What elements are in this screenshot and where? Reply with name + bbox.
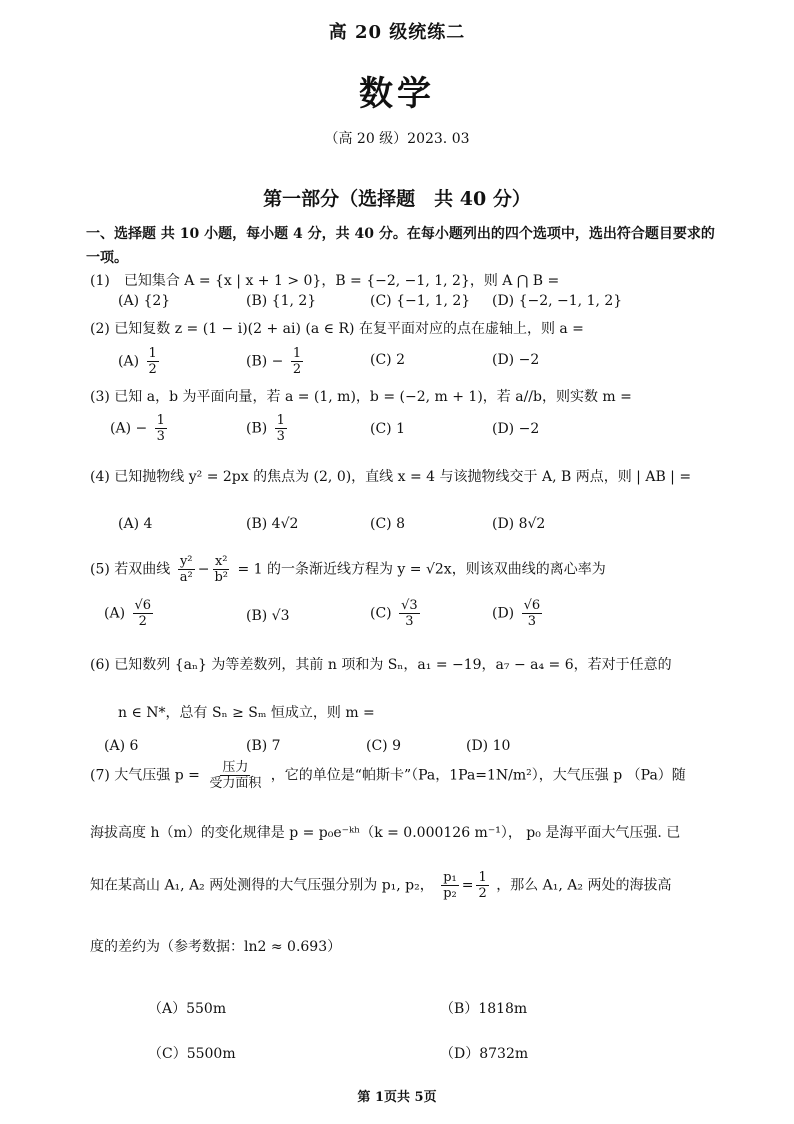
q4-option-b: (B) 4√2 — [246, 516, 299, 532]
q2-a-fraction: $\frac{1}{2}$ — [148, 346, 157, 377]
question-7-line3: 知在某高山 A₁, A₂ 两处测得的大气压强分别为 p₁, p₂， $\frac{\text{p₁}}{\text{p₂}}$ = $\frac{1}{2}$ ，那么 A₁, A₂ 两处的海拔高 — [90, 870, 672, 901]
question-6-stem-line2: n ∈ N*，总有 Sₙ ≥ Sₘ 恒成立，则 m = — [118, 705, 375, 721]
question-6-stem: (6) 已知数列 {aₙ} 为等差数列，其前 n 项和为 Sₙ，a₁ = −19，a₇ − a₄ = 6，若对于任意的 — [90, 657, 672, 673]
question-7-line4: 度的差约为（参考数据：ln2 ≈ 0.693） — [90, 939, 342, 955]
q4-option-a: (A) 4 — [118, 516, 153, 532]
subject-title: 数学 — [359, 74, 435, 114]
q3-option-b: (B) $\frac{1}{3}$ — [246, 413, 285, 444]
q1-option-b: (B) {1, 2} — [246, 293, 317, 309]
q3-option-a: (A) − $\frac{1}{3}$ — [110, 413, 165, 444]
q5-option-c: (C) $\frac{√3}{3}$ — [370, 598, 418, 629]
question-3-stem: (3) 已知 a，b 为平面向量，若 a = (1, m)，b = (−2, m + 1)，若 a//b，则实数 m = — [90, 389, 632, 405]
q6-option-d: (D) 10 — [466, 738, 511, 754]
q3-option-c: (C) 1 — [370, 421, 405, 437]
q4-option-c: (C) 8 — [370, 516, 405, 532]
q1-option-d: (D) {−2, −1, 1, 2} — [492, 293, 623, 309]
q3-a-fraction: $\frac{1}{3}$ — [156, 413, 165, 444]
page-footer: 第 1页共 5页 — [357, 1090, 437, 1105]
q6-option-b: (B) 7 — [246, 738, 281, 754]
q6-option-c: (C) 9 — [366, 738, 401, 754]
q7-pressure-fraction: $\frac{\text{压力}}{\text{受力面积}}$ — [209, 760, 262, 791]
question-4-stem: (4) 已知抛物线 y² = 2px 的焦点为 (2, 0)，直线 x = 4 与该抛物线交于 A, B 两点，则 | AB | = — [90, 469, 692, 485]
q2-b-fraction: $\frac{1}{2}$ — [292, 346, 302, 377]
question-7-line2: 海拔高度 h（m）的变化规律是 p = p₀e⁻ᵏʰ（k = 0.000126 m⁻¹）， p₀ 是海平面大气压强. 已 — [90, 825, 681, 841]
part-title: 第一部分（选择题 共 40 分） — [263, 188, 531, 210]
q1-option-c: (C) {−1, 1, 2} — [370, 293, 471, 309]
q2-option-a: (A) $\frac{1}{2}$ — [118, 346, 157, 377]
q7-option-b: （B）1818m — [440, 1001, 528, 1017]
q7-option-a: （A）550m — [148, 1001, 227, 1017]
q5-fraction-x: $\frac{\text{x²}}{\text{b²}}$ — [214, 554, 228, 585]
exam-date: （高 20 级）2023. 03 — [324, 131, 470, 147]
question-1-stem: (1) 已知集合 A = {x | x + 1 > 0}，B = {−2, −1, 1, 2}，则 A ⋂ B = — [90, 273, 560, 289]
q5-option-b: (B) √3 — [246, 608, 290, 624]
section-intro: 一、选择题 共 10 小题，每小题 4 分，共 40 分。在每小题列出的四个选项中，选出符合题目要求的一项。 — [86, 226, 715, 266]
q5-a-fraction: $\frac{√6}{2}$ — [134, 598, 152, 629]
q7-option-d: （D）8732m — [440, 1046, 529, 1062]
q5-c-fraction: $\frac{√3}{3}$ — [401, 598, 418, 629]
q5-option-d: (D) $\frac{√6}{3}$ — [492, 598, 541, 629]
q3-b-fraction: $\frac{1}{3}$ — [276, 413, 285, 444]
q1-option-a: (A) {2} — [118, 293, 171, 309]
question-5-stem: (5) 若双曲线 $\frac{\text{y²}}{\text{a²}}$ − $\frac{\text{x²}}{\text{b²}}$ = 1 的一条渐近线方程为 y = √2x，则该双曲线的离心率为 — [90, 554, 606, 585]
q2-option-b: (B) − $\frac{1}{2}$ — [246, 346, 302, 377]
q4-option-d: (D) 8√2 — [492, 516, 546, 532]
q5-option-a: (A) $\frac{√6}{2}$ — [104, 598, 152, 629]
q6-option-a: (A) 6 — [104, 738, 139, 754]
q5-d-fraction: $\frac{√6}{3}$ — [523, 598, 541, 629]
q5-fraction-y: $\frac{\text{y²}}{\text{a²}}$ — [179, 554, 193, 585]
q2-option-d: (D) −2 — [492, 352, 540, 368]
q7-ratio-fraction: $\frac{\text{p₁}}{\text{p₂}}$ — [443, 870, 457, 901]
question-7-stem: (7) 大气压强 p = $\frac{\text{压力}}{\text{受力面积}}$ ，它的单位是“帕斯卡”（Pa，1Pa=1N/m²），大气压强 p （Pa）随 — [90, 760, 686, 791]
q7-half-fraction: $\frac{1}{2}$ — [478, 870, 487, 901]
question-2-stem: (2) 已知复数 z = (1 − i)(2 + ai) (a ∈ R) 在复平面对应的点在虚轴上，则 a = — [90, 321, 584, 337]
q2-option-c: (C) 2 — [370, 352, 405, 368]
exam-title: 高 20 级统练二 — [328, 22, 466, 43]
q3-option-d: (D) −2 — [492, 421, 540, 437]
q7-option-c: （C）5500m — [148, 1046, 236, 1062]
